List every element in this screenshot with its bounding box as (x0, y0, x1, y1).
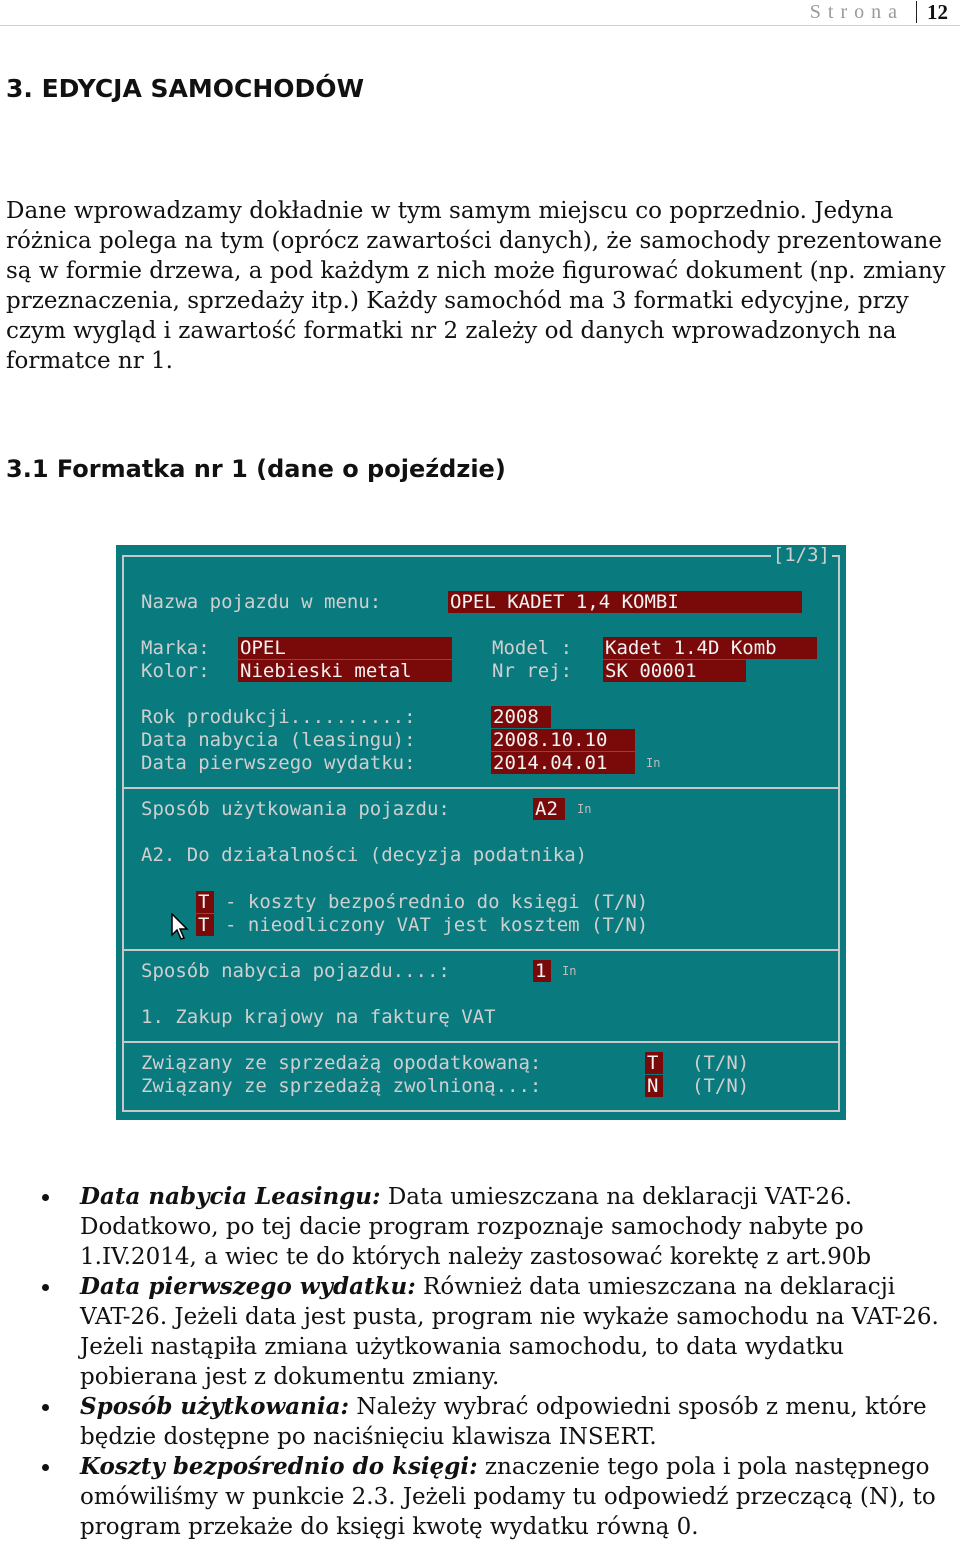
list-item-term: Sposób użytkowania: (80, 1393, 350, 1420)
usage-method-description: A2. Do działalności (decyzja podatnika) (141, 844, 588, 866)
list-item-text: Data umieszczana na deklaracji VAT-26. Dodatkowo, po tej dacie program rozpoznaje samochody nabyte po 1.IV.2014, a wiec te do których należy zastosować korektę z art.90b (80, 1184, 872, 1270)
page-header-label: Strona (809, 0, 904, 23)
color-field[interactable]: Niebieski metal (238, 660, 452, 682)
color-label: Kolor: (141, 660, 210, 682)
list-item-text: znaczenie tego pola i pola następnego omówiliśmy w punkcie 2.3. Jeżeli podamy tu odpowiedź przeczącą (N), to program przekaże do księgi kwotę wydatku równą 0. (80, 1454, 936, 1540)
mouse-pointer-icon (171, 913, 191, 941)
vat-cost-label: - nieodliczony VAT jest kosztem (T/N) (225, 914, 649, 936)
taxed-sale-hint: (T/N) (692, 1052, 750, 1074)
cost-direct-label: - koszty bezpośrednio do księgi (T/N) (225, 891, 649, 913)
list-item (0, 1182, 960, 1272)
list-item-text: Również data umieszczana na deklaracji VAT-26. Jeżeli data jest pusta, program nie wykaże samochodu na VAT-26. Jeżeli nastąpiła zmiana użytkowania samochodu, to data wydatku pobierana jest z dokumentu zmiany. (80, 1274, 939, 1390)
vehicle-menu-name-field[interactable]: OPEL KADET 1,4 KOMBI (448, 591, 802, 613)
form-divider (124, 787, 838, 789)
intro-paragraph: Dane wprowadzamy dokładnie w tym samym miejscu co poprzednio. Jedyna różnica polega na tym (oprócz zawartości danych), że samochody prezentowane są w formie drzewa, a pod każdym z nich może figurować dokument (np. zmiany przeznaczenia, sprzedaży itp.) Każdy samochód ma 3 formatki edycyjne, przy czym wygląd i zawartość formatki nr 2 zależy od danych wprowadzonych na formatce nr 1. (6, 198, 946, 374)
exempt-sale-field[interactable]: N (645, 1075, 663, 1097)
vehicle-menu-name-label: Nazwa pojazdu w menu: (141, 591, 382, 613)
registration-label: Nr rej: (492, 660, 573, 682)
acquisition-method-label: Sposób nabycia pojazdu....: (141, 960, 450, 982)
section-title: 3. EDYCJA SAMOCHODÓW (6, 74, 365, 103)
vat-cost-field[interactable]: T (196, 914, 214, 936)
insert-hint-icon: In (646, 756, 661, 770)
list-item-term: Data pierwszego wydatku: (80, 1273, 416, 1300)
form-divider (124, 949, 838, 951)
brand-label: Marka: (141, 637, 210, 659)
subsection-title: 3.1 Formatka nr 1 (dane o pojeździe) (6, 455, 506, 483)
list-item-term: Koszty bezpośrednio do księgi: (80, 1453, 478, 1480)
acquisition-date-field[interactable]: 2008.10.10 (491, 729, 635, 751)
taxed-sale-label: Związany ze sprzedażą opodatkowaną: (141, 1052, 542, 1074)
acquisition-method-description: 1. Zakup krajowy na fakturę VAT (141, 1006, 496, 1028)
registration-field[interactable]: SK 00001 (603, 660, 746, 682)
brand-field[interactable]: OPEL (238, 637, 452, 659)
taxed-sale-field[interactable]: T (645, 1052, 663, 1074)
page-header (810, 0, 948, 24)
header-rule (0, 25, 960, 26)
acquisition-method-field[interactable]: 1 (533, 960, 551, 982)
insert-hint-icon: In (562, 964, 577, 978)
first-expense-date-label: Data pierwszego wydatku: (141, 752, 416, 774)
production-year-field[interactable]: 2008 (491, 706, 551, 728)
header-separator (916, 1, 917, 23)
list-item-term: Data nabycia Leasingu: (80, 1183, 381, 1210)
field-description-list (0, 1182, 960, 1542)
usage-method-field[interactable]: A2 (533, 798, 565, 820)
cost-direct-field[interactable]: T (196, 891, 214, 913)
list-item (0, 1272, 960, 1392)
insert-hint-icon: In (577, 802, 592, 816)
usage-method-label: Sposób użytkowania pojazdu: (141, 798, 450, 820)
page-number: 12 (927, 0, 948, 24)
production-year-label: Rok produkcji..........: (141, 706, 416, 728)
list-item-text: Należy wybrać odpowiedni sposób z menu, które będzie dostępne po naciśnięciu klawisza INSERT. (80, 1394, 927, 1450)
exempt-sale-label: Związany ze sprzedażą zwolnioną...: (141, 1075, 542, 1097)
first-expense-date-field[interactable]: 2014.04.01 (491, 752, 635, 774)
model-label: Model : (492, 637, 573, 659)
list-item (0, 1452, 960, 1542)
acquisition-date-label: Data nabycia (leasingu): (141, 729, 416, 751)
model-field[interactable]: Kadet 1.4D Komb (603, 637, 817, 659)
exempt-sale-hint: (T/N) (692, 1075, 750, 1097)
form-page-tag: [1/3] (772, 544, 830, 566)
vehicle-form-screenshot (116, 545, 846, 1120)
list-item (0, 1392, 960, 1452)
form-divider (124, 1041, 838, 1043)
